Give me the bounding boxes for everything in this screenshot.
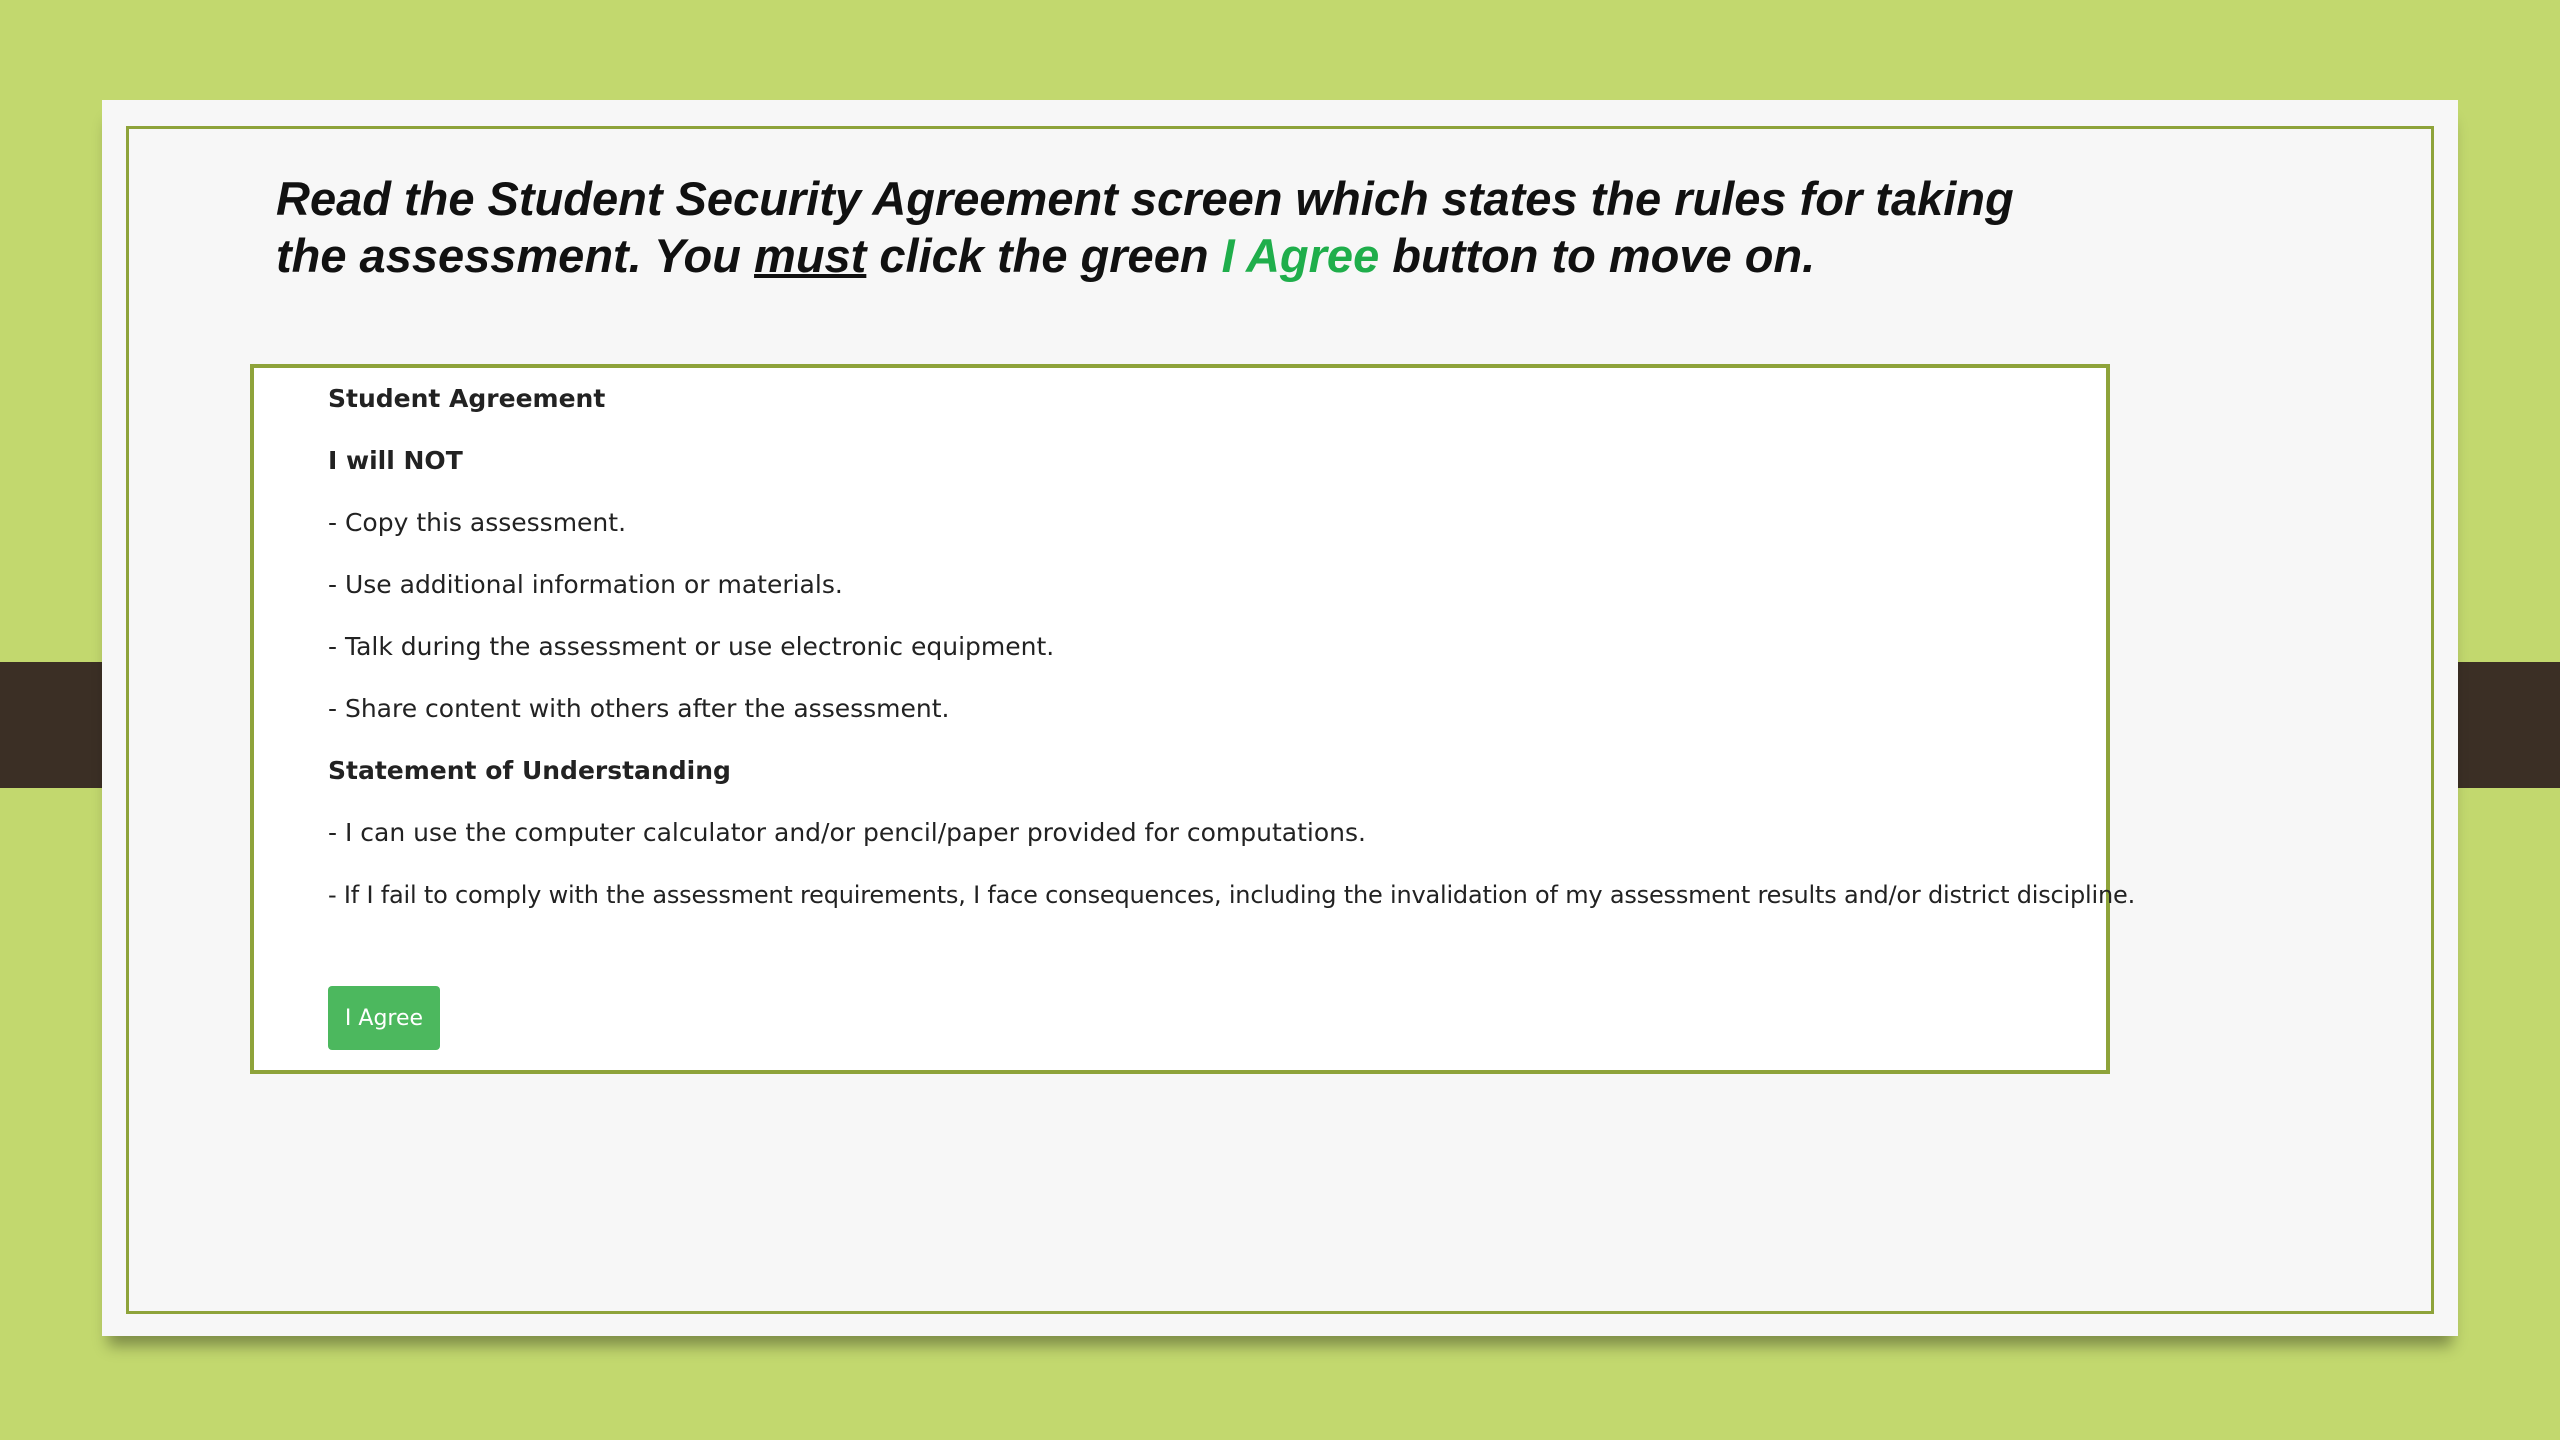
instruction-must-emphasis: must (754, 229, 867, 282)
i-agree-button[interactable]: I Agree (328, 986, 440, 1050)
understanding-item-calculator: - I can use the computer calculator and/or pencil/paper provided for computations. (328, 818, 1366, 847)
agreement-title: Student Agreement (328, 384, 606, 413)
instruction-line2-start: the assessment. You (276, 229, 755, 282)
will-not-item-share: - Share content with others after the assessment. (328, 694, 950, 723)
understanding-heading: Statement of Understanding (328, 756, 731, 785)
will-not-item-materials: - Use additional information or materials. (328, 570, 843, 599)
student-agreement-panel (250, 364, 2135, 1074)
will-not-item-copy: - Copy this assessment. (328, 508, 627, 537)
will-not-heading: I will NOT (328, 446, 463, 475)
agreement-content (328, 368, 2135, 926)
understanding-item-consequences: - If I fail to comply with the assessment requirements, I face consequences, including the invalidation of my assessment results and/or district discipline. (328, 881, 2135, 909)
instruction-i-agree-highlight: I Agree (1221, 229, 1380, 282)
will-not-item-talk: - Talk during the assessment or use electronic equipment. (328, 632, 1055, 661)
instruction-text (276, 170, 2096, 284)
instruction-line1: Read the Student Security Agreement screen which states the rules for taking (276, 172, 2014, 225)
instruction-line2-end: button to move on. (1379, 229, 1816, 282)
instruction-line2-middle: click the green (866, 229, 1222, 282)
